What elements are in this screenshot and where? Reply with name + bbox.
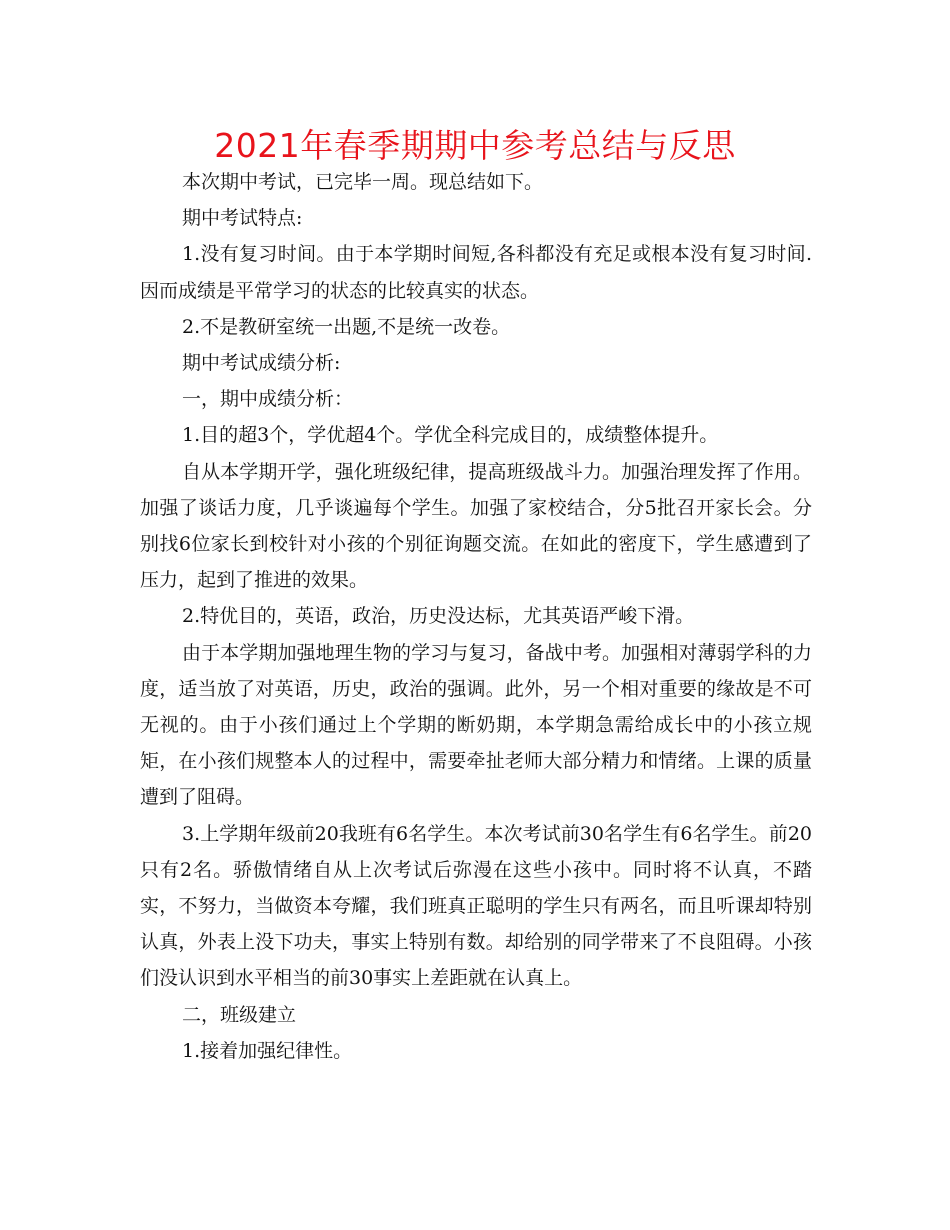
paragraph-point-3: 3.上学期年级前20我班有6名学生。本次考试前30名学生有6名学生。前20 只有2名。骄傲情绪自从上次考试后弥漫在这些小孩中。同时将不认真，不踏实，不努力，当做资本夸耀，我们班真正聪明的学生只有两名，而且听课却特别认真，外表上没下功夫，事实上特别有数。却给别的同学带来了不良阻碍。小孩们没认识到水平相当的前30事实上差距就在认真上。 bbox=[140, 822, 812, 990]
paragraph-feature-1: 1.没有复习时间。由于本学期时间短,各科都没有充足或根本没有复习时间.因而成绩是平常学习的状态的比较真实的状态。 bbox=[140, 243, 812, 302]
document-title: 2021年春季期期中参考总结与反思 bbox=[214, 126, 736, 165]
paragraph-feature-2: 2.不是教研室统一出题,不是统一改卷。 bbox=[182, 315, 511, 338]
heading-score-analysis: 期中考试成绩分析: bbox=[182, 352, 341, 375]
paragraph-point-2: 2.特优目的，英语，政治，历史没达标，尤其英语严峻下滑。 bbox=[182, 605, 695, 628]
heading-section-2: 二，班级建立 bbox=[182, 1003, 297, 1026]
paragraph-intro: 本次期中考试，已完毕一周。现总结如下。 bbox=[182, 171, 544, 193]
document-body bbox=[140, 164, 812, 1069]
heading-section-1: 一，期中成绩分析： bbox=[182, 388, 354, 411]
paragraph-point-1: 1.目的超3个，学优超4个。学优全科完成目的，成绩整体提升。 bbox=[182, 424, 719, 447]
heading-exam-features: 期中考试特点: bbox=[182, 207, 303, 230]
paragraph-class-building-1: 1.接着加强纪律性。 bbox=[182, 1039, 353, 1062]
paragraph-point-2-detail: 由于本学期加强地理生物的学习与复习，备战中考。加强相对薄弱学科的力度，适当放了对英语，历史，政治的强调。此外，另一个相对重要的缘故是不可无视的。由于小孩们通过上个学期的断奶期，本学期急需给成长中的小孩立规矩，在小孩们规整本人的过程中，需要牵扯老师大部分精力和情绪。上课的质量遭到了阻碍。 bbox=[140, 641, 812, 809]
paragraph-point-1-detail: 自从本学期开学，强化班级纪律，提高班级战斗力。加强治理发挥了作用。加强了谈话力度，几乎谈遍每个学生。加强了家校结合，分5批召开家长会。分别找6位家长到校针对小孩的个别征询题交流。在如此的密度下，学生感遭到了压力，起到了推进的效果。 bbox=[140, 460, 812, 592]
